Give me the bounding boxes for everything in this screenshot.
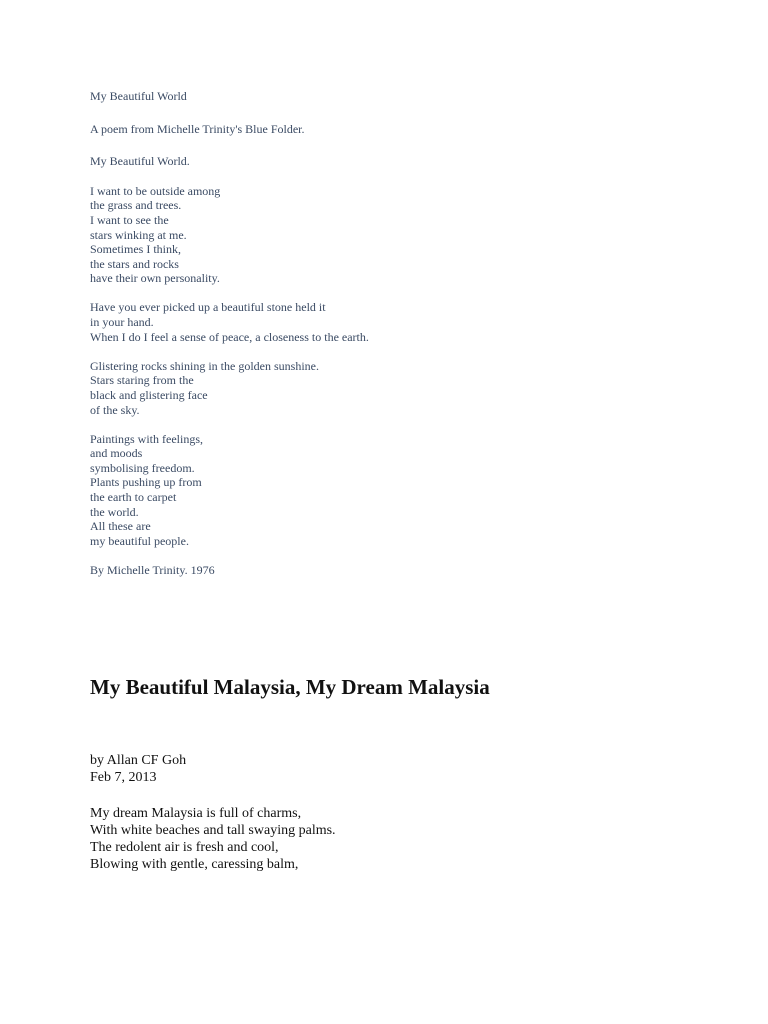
poem-source-note: A poem from Michelle Trinity's Blue Folder. <box>90 121 305 136</box>
poem-subtitle: My Beautiful World. <box>90 154 190 169</box>
verse-line: black and glistering face <box>90 387 208 402</box>
poem-byline: By Michelle Trinity. 1976 <box>90 562 215 577</box>
verse-line: Stars staring from the <box>90 373 194 388</box>
date-line: Feb 7, 2013 <box>90 770 157 785</box>
verse-line: When I do I feel a sense of peace, a closeness to the earth. <box>90 329 369 344</box>
poem-my-dream-malaysia <box>90 805 336 873</box>
verse-line: have their own personality. <box>90 271 220 286</box>
verse-line: Have you ever picked up a beautiful stone held it <box>90 300 326 315</box>
author-line: by Allan CF Goh <box>90 753 187 768</box>
poem-title: My Beautiful World <box>90 89 187 103</box>
verse-line: stars winking at me. <box>90 227 187 242</box>
verse-line: the earth to carpet <box>90 489 177 504</box>
verse-line: Sometimes I think, <box>90 242 181 257</box>
verse-line: the world. <box>90 504 139 519</box>
verse-line: With white beaches and tall swaying palms. <box>90 823 336 838</box>
verse-line: in your hand. <box>90 315 154 330</box>
verse-line: The redolent air is fresh and cool, <box>90 840 279 855</box>
verse-line: the grass and trees. <box>90 198 182 213</box>
verse-line: the stars and rocks <box>90 256 179 271</box>
verse-line: of the sky. <box>90 402 140 417</box>
verse-line: symbolising freedom. <box>90 460 195 475</box>
stanza-4 <box>90 432 690 549</box>
poem-meta <box>90 752 186 786</box>
verse-line: Glistering rocks shining in the golden sunshine. <box>90 358 319 373</box>
verse-line: I want to see the <box>90 212 169 227</box>
verse-line: All these are <box>90 519 151 534</box>
verse-line: my beautiful people. <box>90 533 189 548</box>
stanza-2 <box>90 300 690 344</box>
stanza-1 <box>90 184 690 286</box>
stanza-3 <box>90 359 690 417</box>
verse-line: Blowing with gentle, caressing balm, <box>90 857 299 872</box>
poem-my-beautiful-world <box>90 89 690 577</box>
verse-line: and moods <box>90 446 143 461</box>
verse-line: I want to be outside among <box>90 183 221 198</box>
verse-line: Paintings with feelings, <box>90 431 203 446</box>
poem-heading: My Beautiful Malaysia, My Dream Malaysia <box>90 675 490 699</box>
verse-line: Plants pushing up from <box>90 475 202 490</box>
verse-line: My dream Malaysia is full of charms, <box>90 806 302 821</box>
